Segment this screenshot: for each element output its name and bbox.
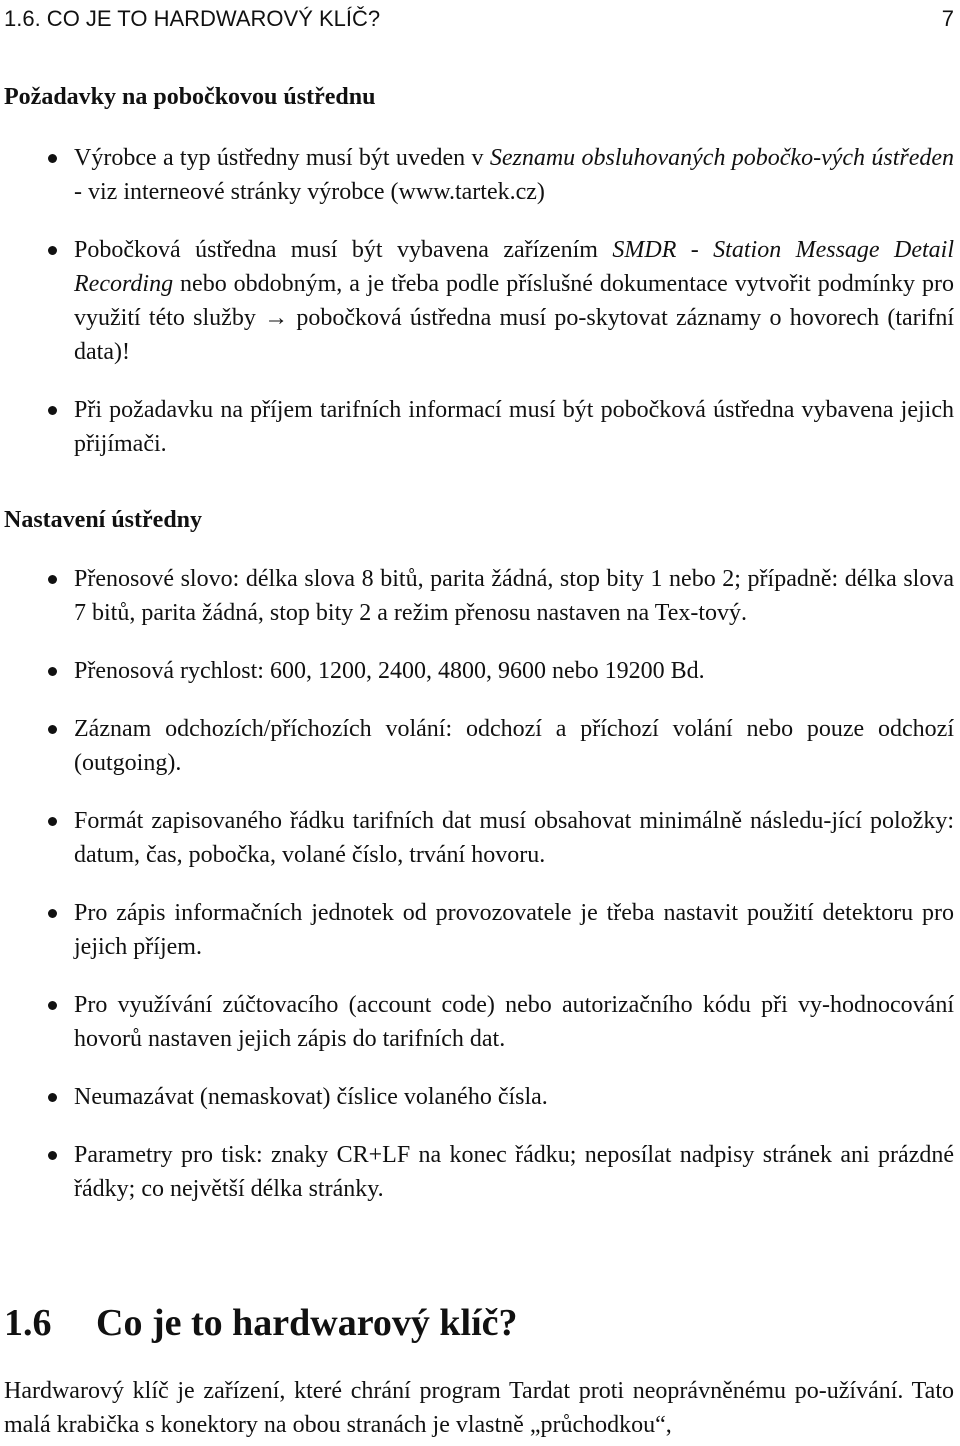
page-number: 7 [941, 6, 954, 31]
bullet-icon [48, 406, 57, 415]
bullet-icon [48, 1001, 57, 1010]
running-header-title: 1.6. CO JE TO HARDWAROVÝ KLÍČ? [4, 6, 381, 31]
item-text: Parametry pro tisk: znaky CR+LF na konec řádku; neposílat nadpisy stránek ani prázdné řádky; co největší délka stránky. [74, 1142, 954, 1202]
settings-list [4, 562, 954, 1206]
list-item [4, 804, 954, 872]
item-text: Výrobce a typ ústředny musí být uveden v [74, 145, 490, 171]
item-text: Pro zápis informačních jednotek od provozovatele je třeba nastavit použití detektoru pro jejich příjem. [74, 900, 954, 960]
item-emphasis: Seznamu obsluhovaných pobočko-vých ústředen [489, 145, 955, 171]
list-item [4, 1138, 954, 1206]
item-text: Formát zapisovaného řádku tarifních dat musí obsahovat minimálně následu-jící položky: datum, čas, pobočka, volané číslo, trvání hovoru. [74, 808, 954, 868]
item-text: Záznam odchozích/příchozích volání: odchozí a příchozí volání nebo pouze odchozí (outgoing). [74, 716, 954, 776]
list-item [4, 654, 954, 688]
item-text: Při požadavku na příjem tarifních informací musí být pobočková ústředna vybavena jejich přijímači. [74, 397, 954, 457]
list-item [4, 712, 954, 780]
bullet-icon [48, 246, 57, 255]
item-text: Pobočková ústředna musí být vybavena zařízením [74, 237, 613, 263]
bullet-icon [48, 909, 57, 918]
item-emphasis: SMDR - Station Message Detail Recording [74, 237, 954, 297]
requirements-list [4, 141, 954, 461]
bullet-icon [48, 154, 57, 163]
section-title [4, 1300, 518, 1346]
list-item [4, 896, 954, 964]
bullet-icon [48, 575, 57, 584]
item-text-cont: nebo obdobným, a je třeba podle příslušné dokumentace vytvořit podmínky pro využití této služby → pobočková ústředna musí po-skytovat záznamy o hovorech (tarifní data)! [74, 271, 954, 365]
bullet-icon [48, 817, 57, 826]
bullet-icon [48, 1151, 57, 1160]
bullet-icon [48, 725, 57, 734]
list-item [4, 141, 954, 209]
running-header [4, 2, 954, 36]
section-title-text: Co je to hardwarový klíč? [96, 1302, 518, 1344]
list-item [4, 233, 954, 369]
requirements-heading: Požadavky na pobočkovou ústřednu [4, 84, 376, 110]
list-item [4, 562, 954, 630]
item-text: Pro využívání zúčtovacího (account code) nebo autorizačního kódu při vy-hodnocování hovorů nastaven jejich zápis do tarifních dat. [74, 992, 954, 1052]
item-text: Přenosová rychlost: 600, 1200, 2400, 4800, 9600 nebo 19200 Bd. [74, 658, 705, 684]
section-number: 1.6 [4, 1302, 52, 1344]
list-item [4, 988, 954, 1056]
list-item [4, 393, 954, 461]
item-text: Přenosové slovo: délka slova 8 bitů, parita žádná, stop bity 1 nebo 2; případně: délka slova 7 bitů, parita žádná, stop bity 2 a režim přenosu nastaven na Tex-tový. [74, 566, 954, 626]
settings-heading: Nastavení ústředny [4, 507, 203, 533]
item-text: Neumazávat (nemaskovat) číslice volaného čísla. [74, 1084, 548, 1110]
item-text-cont: - viz interneové stránky výrobce (www.tartek.cz) [74, 179, 545, 205]
body-paragraph: Hardwarový klíč je zařízení, které chrání program Tardat proti neoprávněnému po-užívání. Tato malá krabička s konektory na obou stranách je vlastně „průchodkou“, [4, 1378, 954, 1438]
bullet-icon [48, 1093, 57, 1102]
list-item [4, 1080, 954, 1114]
bullet-icon [48, 667, 57, 676]
